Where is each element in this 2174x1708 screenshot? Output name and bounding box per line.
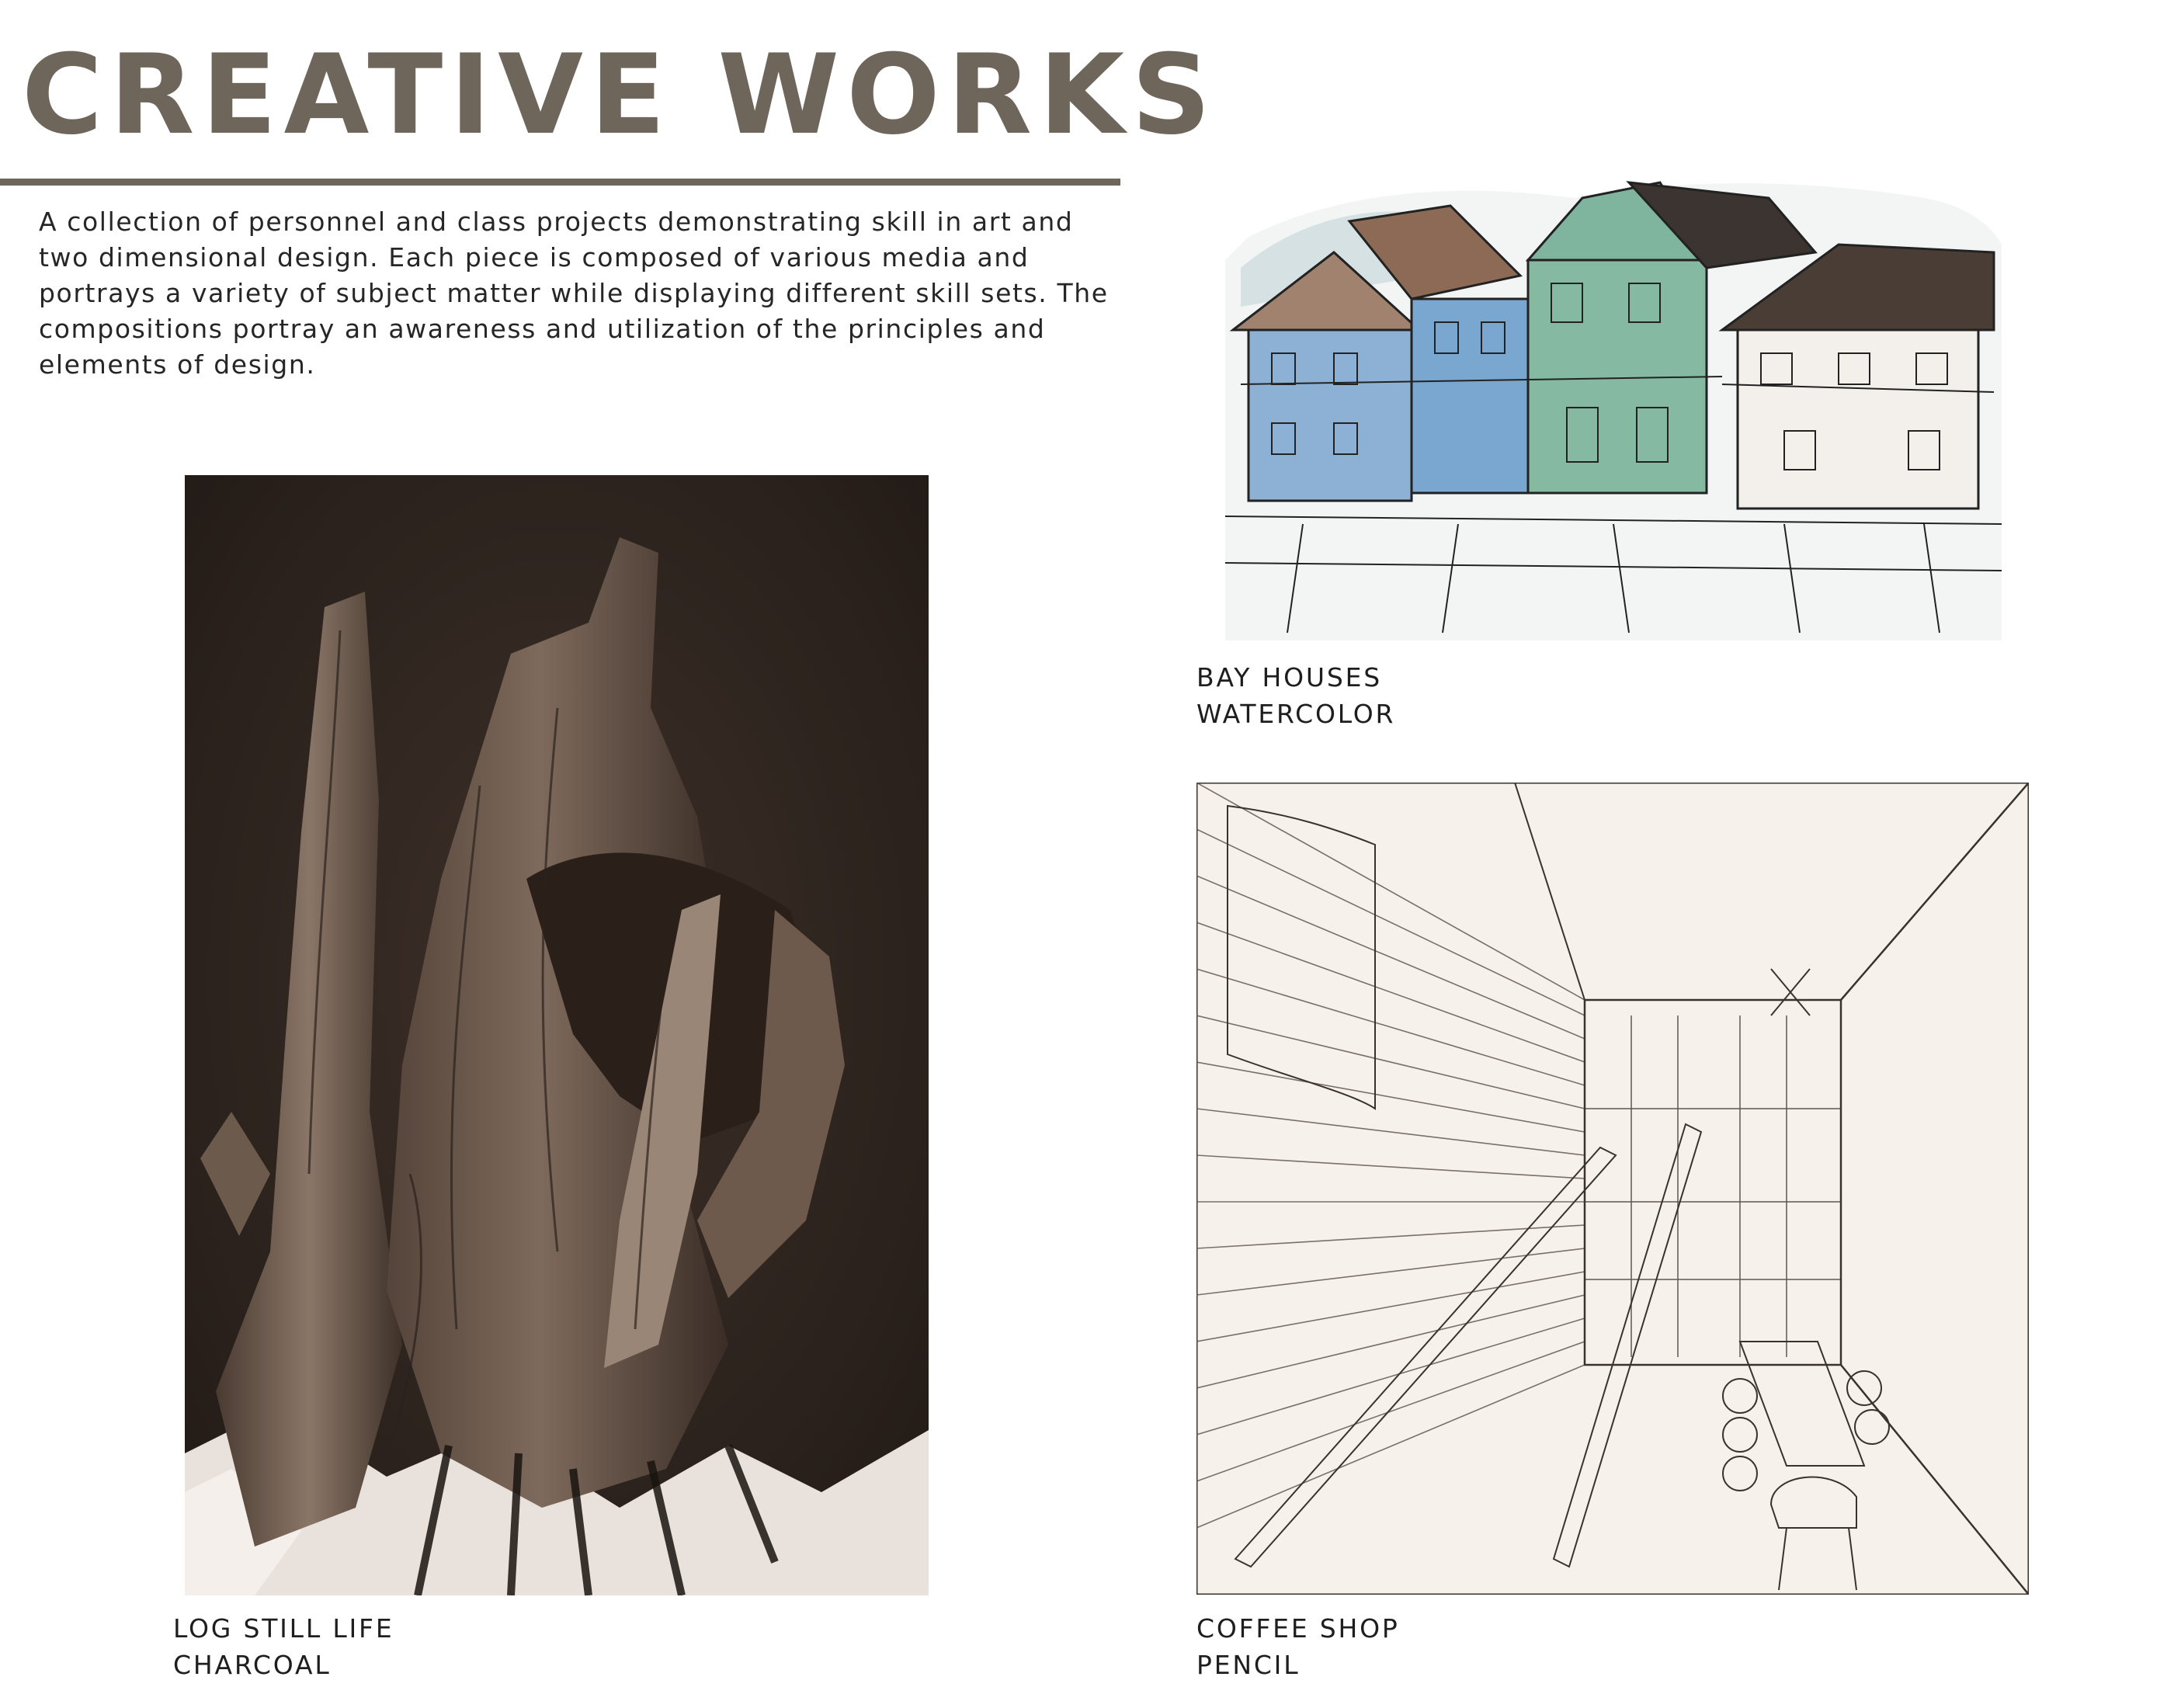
intro-paragraph: A collection of personnel and class projects demonstrating skill in art and two dimensional design. Each piece is composed of various media and portrays a variety of subject matter while displaying different skill sets. The compositions portray an awareness and utilization of the principles and elements of design. [39, 207, 1109, 380]
bay-houses-image [1225, 151, 2009, 640]
log-still-life-image [185, 475, 929, 1595]
artwork-title: LOG STILL LIFE [173, 1613, 394, 1644]
coffee-shop-caption [1196, 1610, 1400, 1683]
artwork-title: BAY HOUSES [1196, 662, 1382, 693]
bay-houses-caption [1196, 659, 1395, 732]
artwork-medium: WATERCOLOR [1196, 699, 1396, 729]
title-underline [0, 179, 1120, 186]
log-still-life-caption [173, 1610, 394, 1683]
coffee-shop-image [1196, 783, 2029, 1595]
artwork-medium: PENCIL [1196, 1650, 1301, 1680]
page-title: CREATIVE WORKS [22, 31, 1218, 159]
artwork-title: COFFEE SHOP [1196, 1613, 1400, 1644]
artwork-medium: CHARCOAL [173, 1650, 332, 1680]
